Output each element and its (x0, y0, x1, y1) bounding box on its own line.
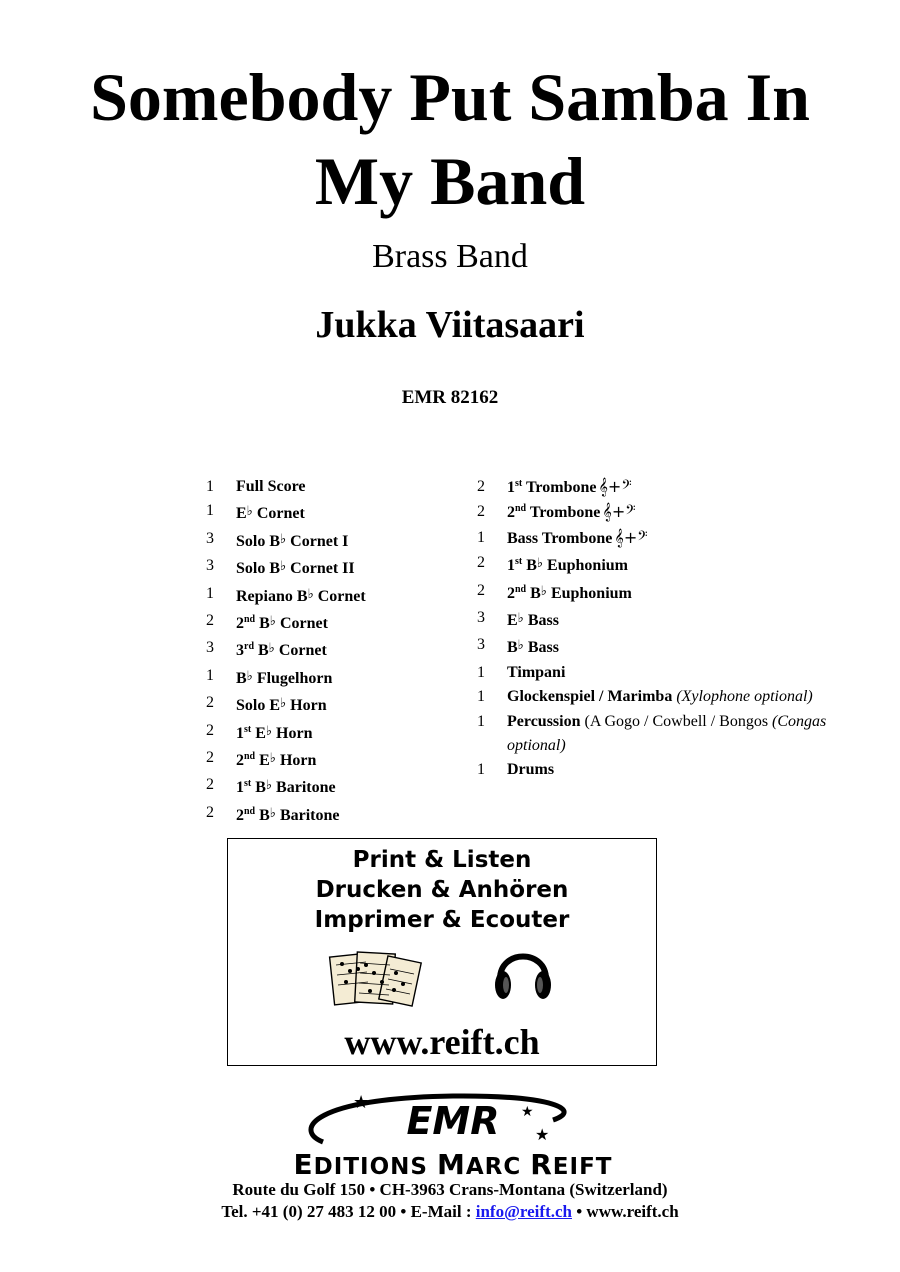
promo-line-german: Drucken & Anhören (315, 877, 569, 903)
parts-list-left (206, 475, 466, 828)
headphones-icon (492, 939, 554, 1005)
part-quantity: 2 (206, 612, 214, 630)
part-row (206, 801, 466, 828)
part-name: Solo B♭ Cornet II (236, 558, 355, 578)
part-quantity: 3 (206, 557, 214, 575)
catalog-number: EMR 82162 (401, 387, 499, 408)
part-row (206, 691, 466, 718)
part-quantity: 1 (477, 712, 485, 730)
part-row (206, 609, 466, 636)
emr-logo-mark (253, 1090, 653, 1152)
publisher-name: EDITIONS MARC REIFT (293, 1148, 613, 1181)
part-name: Glockenspiel / Marimba (Xylophone optional) (507, 688, 813, 706)
part-quantity: 1 (477, 663, 485, 681)
part-name: 2nd B♭ Cornet (236, 613, 328, 633)
part-name: Solo E♭ Horn (236, 695, 327, 715)
part-quantity: 3 (477, 609, 485, 627)
part-name: B♭ Flugelhorn (236, 667, 333, 687)
part-name: Percussion (A Gogo / Cowbell / Bongos (Congas optional) (507, 712, 827, 755)
clef-icons: 𝄞+𝄢 (602, 502, 636, 522)
part-name: 2nd B♭ Euphonium (507, 582, 632, 602)
part-name: 2nd B♭ Baritone (236, 804, 340, 824)
part-name: 1st Trombone 𝄞+𝄢 (507, 477, 632, 496)
part-row (477, 685, 857, 709)
part-row (477, 606, 857, 633)
promo-line-french: Imprimer & Ecouter (314, 907, 570, 933)
part-row (477, 526, 857, 551)
part-quantity: 2 (477, 478, 485, 495)
ensemble-label: Brass Band (372, 238, 528, 275)
part-name: 3rd B♭ Cornet (236, 640, 327, 660)
part-row (206, 499, 466, 526)
part-name: Drums (507, 761, 555, 779)
svg-text:★: ★ (535, 1125, 550, 1144)
part-quantity: 1 (477, 761, 485, 779)
sheet-music-icon (328, 949, 423, 1011)
part-quantity: 1 (477, 688, 485, 706)
part-row (206, 527, 466, 554)
part-row (477, 551, 857, 578)
part-row (477, 758, 857, 782)
part-row (477, 661, 857, 685)
part-quantity: 2 (477, 581, 485, 599)
part-name: 1st B♭ Euphonium (507, 555, 628, 575)
part-name: E♭ Bass (507, 610, 559, 630)
part-row (477, 710, 857, 759)
print-listen-box (227, 838, 657, 1066)
part-quantity: 2 (477, 554, 485, 572)
part-quantity: 2 (206, 694, 214, 712)
part-row (477, 475, 857, 500)
clef-icons: 𝄞+𝄢 (598, 477, 632, 496)
part-row (477, 500, 857, 525)
part-quantity: 3 (206, 639, 214, 657)
part-quantity: 3 (477, 636, 485, 654)
part-row (206, 582, 466, 609)
part-quantity: 2 (206, 776, 214, 794)
part-name: 1st B♭ Baritone (236, 777, 336, 797)
part-name: 2nd E♭ Horn (236, 750, 317, 770)
promo-line-english: Print & Listen (352, 847, 532, 873)
part-name: Full Score (236, 478, 306, 495)
part-quantity: 2 (206, 749, 214, 767)
svg-text:★: ★ (521, 1104, 534, 1120)
part-row (477, 579, 857, 606)
part-name: Timpani (507, 663, 566, 681)
part-quantity: 3 (206, 529, 214, 547)
contact-phone: Tel. +41 (0) 27 483 12 00 • E-Mail : (221, 1202, 472, 1221)
publisher-contact (0, 1202, 900, 1222)
part-row (206, 719, 466, 746)
part-name: 2nd Trombone 𝄞+𝄢 (507, 502, 636, 522)
contact-website: • www.reift.ch (576, 1202, 679, 1221)
svg-text:★: ★ (353, 1092, 370, 1113)
part-quantity: 2 (206, 803, 214, 821)
part-row (206, 554, 466, 581)
contact-email-link[interactable]: info@reift.ch (475, 1202, 572, 1221)
part-name: Bass Trombone 𝄞+𝄢 (507, 527, 648, 547)
part-row (206, 664, 466, 691)
part-quantity: 1 (206, 478, 214, 495)
part-row (206, 475, 466, 499)
promo-website[interactable]: www.reift.ch (344, 1022, 540, 1062)
part-row (206, 773, 466, 800)
part-name: B♭ Bass (507, 637, 559, 657)
part-quantity: 1 (206, 584, 214, 602)
publisher-logo (253, 1090, 653, 1180)
part-row (206, 746, 466, 773)
emr-logo-text: EMR (406, 1099, 500, 1143)
part-quantity: 1 (206, 666, 214, 684)
parts-list-right (477, 475, 857, 783)
composer-name: Jukka Viitasaari (315, 304, 585, 346)
part-quantity: 1 (206, 502, 214, 520)
part-name: E♭ Cornet (236, 503, 305, 523)
part-row (477, 633, 857, 660)
clef-icons: 𝄞+𝄢 (614, 527, 648, 547)
part-row (206, 636, 466, 663)
part-name: Repiano B♭ Cornet (236, 585, 366, 605)
part-quantity: 2 (206, 721, 214, 739)
publisher-address: Route du Golf 150 • CH-3963 Crans-Montana (Switzerland) (232, 1180, 668, 1199)
part-name: 1st E♭ Horn (236, 722, 313, 742)
part-quantity: 1 (477, 528, 485, 546)
part-name: Solo B♭ Cornet I (236, 530, 349, 550)
part-quantity: 2 (477, 503, 485, 521)
score-title: Somebody Put Samba In My Band (90, 59, 810, 219)
